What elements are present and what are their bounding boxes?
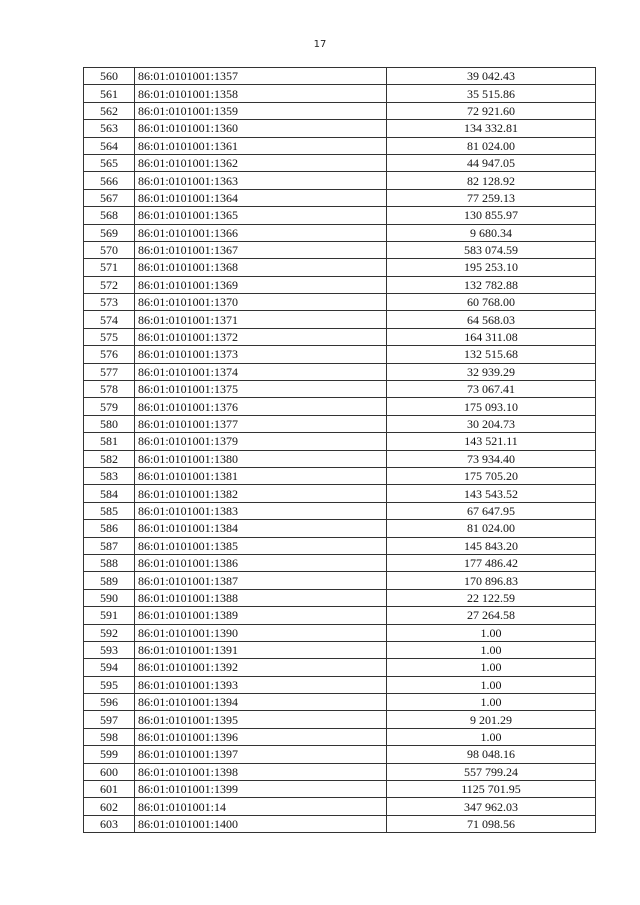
value-cell: 170 896.83 — [387, 572, 596, 589]
value-cell: 195 253.10 — [387, 259, 596, 276]
value-cell: 1.00 — [387, 676, 596, 693]
cadastral-number-cell: 86:01:0101001:1380 — [135, 450, 387, 467]
value-cell: 1.00 — [387, 694, 596, 711]
value-cell: 1.00 — [387, 624, 596, 641]
row-number-cell: 572 — [84, 276, 135, 293]
cadastral-number-cell: 86:01:0101001:1376 — [135, 398, 387, 415]
cadastral-number-cell: 86:01:0101001:1388 — [135, 589, 387, 606]
value-cell: 134 332.81 — [387, 120, 596, 137]
cadastral-number-cell: 86:01:0101001:1358 — [135, 85, 387, 102]
table-row — [84, 398, 596, 415]
value-cell: 81 024.00 — [387, 520, 596, 537]
value-cell: 73 067.41 — [387, 381, 596, 398]
row-number-cell: 580 — [84, 415, 135, 432]
table-row — [84, 624, 596, 641]
value-cell: 132 782.88 — [387, 276, 596, 293]
value-cell: 22 122.59 — [387, 589, 596, 606]
row-number-cell: 578 — [84, 381, 135, 398]
row-number-cell: 576 — [84, 346, 135, 363]
table-row — [84, 537, 596, 554]
table-row — [84, 694, 596, 711]
value-cell: 1.00 — [387, 659, 596, 676]
table-row — [84, 815, 596, 832]
table-row — [84, 659, 596, 676]
value-cell: 44 947.05 — [387, 154, 596, 171]
row-number-cell: 602 — [84, 798, 135, 815]
table-row — [84, 798, 596, 815]
cadastral-number-cell: 86:01:0101001:1366 — [135, 224, 387, 241]
cadastral-number-cell: 86:01:0101001:1391 — [135, 641, 387, 658]
cadastral-number-cell: 86:01:0101001:1371 — [135, 311, 387, 328]
value-cell: 175 093.10 — [387, 398, 596, 415]
table-row — [84, 68, 596, 85]
row-number-cell: 586 — [84, 520, 135, 537]
table-row — [84, 728, 596, 745]
cadastral-number-cell: 86:01:0101001:1387 — [135, 572, 387, 589]
cadastral-number-cell: 86:01:0101001:1395 — [135, 711, 387, 728]
cadastral-number-cell: 86:01:0101001:1396 — [135, 728, 387, 745]
row-number-cell: 603 — [84, 815, 135, 832]
row-number-cell: 575 — [84, 328, 135, 345]
cadastral-number-cell: 86:01:0101001:1363 — [135, 172, 387, 189]
row-number-cell: 579 — [84, 398, 135, 415]
value-cell: 77 259.13 — [387, 189, 596, 206]
cadastral-number-cell: 86:01:0101001:1381 — [135, 467, 387, 484]
row-number-cell: 573 — [84, 294, 135, 311]
cadastral-number-cell: 86:01:0101001:1365 — [135, 207, 387, 224]
cadastral-number-cell: 86:01:0101001:1390 — [135, 624, 387, 641]
row-number-cell: 587 — [84, 537, 135, 554]
row-number-cell: 593 — [84, 641, 135, 658]
value-cell: 583 074.59 — [387, 241, 596, 258]
table-row — [84, 224, 596, 241]
cadastral-number-cell: 86:01:0101001:1389 — [135, 607, 387, 624]
table-row — [84, 467, 596, 484]
cadastral-number-cell: 86:01:0101001:1362 — [135, 154, 387, 171]
value-cell: 27 264.58 — [387, 607, 596, 624]
cadastral-number-cell: 86:01:0101001:1377 — [135, 415, 387, 432]
table-row — [84, 554, 596, 571]
table-row — [84, 711, 596, 728]
cadastral-number-cell: 86:01:0101001:1394 — [135, 694, 387, 711]
table-row — [84, 172, 596, 189]
row-number-cell: 565 — [84, 154, 135, 171]
table-row — [84, 207, 596, 224]
cadastral-number-cell: 86:01:0101001:1374 — [135, 363, 387, 380]
row-number-cell: 599 — [84, 746, 135, 763]
table-row — [84, 189, 596, 206]
row-number-cell: 561 — [84, 85, 135, 102]
row-number-cell: 566 — [84, 172, 135, 189]
cadastral-number-cell: 86:01:0101001:1368 — [135, 259, 387, 276]
value-cell: 30 204.73 — [387, 415, 596, 432]
table-row — [84, 276, 596, 293]
value-cell: 132 515.68 — [387, 346, 596, 363]
row-number-cell: 569 — [84, 224, 135, 241]
value-cell: 39 042.43 — [387, 68, 596, 85]
cadastral-number-cell: 86:01:0101001:1369 — [135, 276, 387, 293]
table-row — [84, 502, 596, 519]
value-cell: 9 201.29 — [387, 711, 596, 728]
table-row — [84, 433, 596, 450]
table-row — [84, 102, 596, 119]
cadastral-number-cell: 86:01:0101001:1383 — [135, 502, 387, 519]
table-row — [84, 746, 596, 763]
row-number-cell: 594 — [84, 659, 135, 676]
value-cell: 164 311.08 — [387, 328, 596, 345]
value-cell: 177 486.42 — [387, 554, 596, 571]
value-cell: 82 128.92 — [387, 172, 596, 189]
row-number-cell: 583 — [84, 467, 135, 484]
cadastral-number-cell: 86:01:0101001:1398 — [135, 763, 387, 780]
cadastral-number-cell: 86:01:0101001:1397 — [135, 746, 387, 763]
value-cell: 1.00 — [387, 728, 596, 745]
table-row — [84, 415, 596, 432]
cadastral-number-cell: 86:01:0101001:1357 — [135, 68, 387, 85]
row-number-cell: 568 — [84, 207, 135, 224]
table-row — [84, 241, 596, 258]
row-number-cell: 563 — [84, 120, 135, 137]
row-number-cell: 571 — [84, 259, 135, 276]
cadastral-number-cell: 86:01:0101001:1373 — [135, 346, 387, 363]
table-row — [84, 641, 596, 658]
cadastral-number-cell: 86:01:0101001:1375 — [135, 381, 387, 398]
table-row — [84, 520, 596, 537]
table-row — [84, 85, 596, 102]
value-cell: 175 705.20 — [387, 467, 596, 484]
value-cell: 145 843.20 — [387, 537, 596, 554]
row-number-cell: 570 — [84, 241, 135, 258]
cadastral-number-cell: 86:01:0101001:1386 — [135, 554, 387, 571]
table-row — [84, 346, 596, 363]
table-row — [84, 259, 596, 276]
value-cell: 347 962.03 — [387, 798, 596, 815]
value-cell: 67 647.95 — [387, 502, 596, 519]
table-row — [84, 607, 596, 624]
cadastral-number-cell: 86:01:0101001:1382 — [135, 485, 387, 502]
table-row — [84, 781, 596, 798]
value-cell: 98 048.16 — [387, 746, 596, 763]
cadastral-number-cell: 86:01:0101001:14 — [135, 798, 387, 815]
row-number-cell: 592 — [84, 624, 135, 641]
table-row — [84, 294, 596, 311]
table-row — [84, 154, 596, 171]
value-cell: 81 024.00 — [387, 137, 596, 154]
value-cell: 72 921.60 — [387, 102, 596, 119]
row-number-cell: 567 — [84, 189, 135, 206]
value-cell: 130 855.97 — [387, 207, 596, 224]
cadastral-number-cell: 86:01:0101001:1359 — [135, 102, 387, 119]
row-number-cell: 598 — [84, 728, 135, 745]
table-row — [84, 311, 596, 328]
value-cell: 73 934.40 — [387, 450, 596, 467]
page-number: 17 — [313, 39, 327, 50]
table-row — [84, 363, 596, 380]
row-number-cell: 582 — [84, 450, 135, 467]
value-cell: 71 098.56 — [387, 815, 596, 832]
cadastral-number-cell: 86:01:0101001:1379 — [135, 433, 387, 450]
table-row — [84, 120, 596, 137]
row-number-cell: 591 — [84, 607, 135, 624]
value-cell: 1.00 — [387, 641, 596, 658]
table-row — [84, 137, 596, 154]
value-cell: 32 939.29 — [387, 363, 596, 380]
row-number-cell: 588 — [84, 554, 135, 571]
row-number-cell: 590 — [84, 589, 135, 606]
value-cell: 143 521.11 — [387, 433, 596, 450]
data-table — [83, 67, 596, 833]
table-row — [84, 676, 596, 693]
row-number-cell: 562 — [84, 102, 135, 119]
cadastral-number-cell: 86:01:0101001:1360 — [135, 120, 387, 137]
row-number-cell: 581 — [84, 433, 135, 450]
row-number-cell: 560 — [84, 68, 135, 85]
cadastral-number-cell: 86:01:0101001:1372 — [135, 328, 387, 345]
row-number-cell: 564 — [84, 137, 135, 154]
table-row — [84, 589, 596, 606]
table-body — [84, 68, 596, 833]
row-number-cell: 585 — [84, 502, 135, 519]
value-cell: 1125 701.95 — [387, 781, 596, 798]
cadastral-number-cell: 86:01:0101001:1399 — [135, 781, 387, 798]
row-number-cell: 574 — [84, 311, 135, 328]
cadastral-number-cell: 86:01:0101001:1393 — [135, 676, 387, 693]
row-number-cell: 595 — [84, 676, 135, 693]
table-row — [84, 328, 596, 345]
row-number-cell: 584 — [84, 485, 135, 502]
value-cell: 60 768.00 — [387, 294, 596, 311]
value-cell: 35 515.86 — [387, 85, 596, 102]
row-number-cell: 601 — [84, 781, 135, 798]
table-row — [84, 485, 596, 502]
cadastral-number-cell: 86:01:0101001:1364 — [135, 189, 387, 206]
row-number-cell: 596 — [84, 694, 135, 711]
cadastral-number-cell: 86:01:0101001:1384 — [135, 520, 387, 537]
row-number-cell: 589 — [84, 572, 135, 589]
table-row — [84, 763, 596, 780]
cadastral-number-cell: 86:01:0101001:1370 — [135, 294, 387, 311]
row-number-cell: 600 — [84, 763, 135, 780]
value-cell: 9 680.34 — [387, 224, 596, 241]
cadastral-number-cell: 86:01:0101001:1385 — [135, 537, 387, 554]
cadastral-number-cell: 86:01:0101001:1392 — [135, 659, 387, 676]
table-row — [84, 572, 596, 589]
cadastral-number-cell: 86:01:0101001:1367 — [135, 241, 387, 258]
table-row — [84, 450, 596, 467]
value-cell: 557 799.24 — [387, 763, 596, 780]
value-cell: 64 568.03 — [387, 311, 596, 328]
value-cell: 143 543.52 — [387, 485, 596, 502]
row-number-cell: 577 — [84, 363, 135, 380]
row-number-cell: 597 — [84, 711, 135, 728]
cadastral-number-cell: 86:01:0101001:1400 — [135, 815, 387, 832]
cadastral-number-cell: 86:01:0101001:1361 — [135, 137, 387, 154]
table-row — [84, 381, 596, 398]
